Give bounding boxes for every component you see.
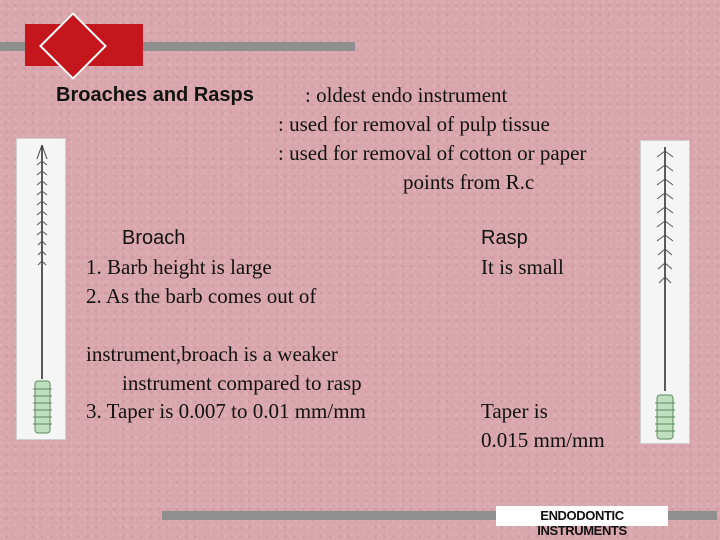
rasp-label: Rasp bbox=[481, 227, 528, 249]
slide-title: Broaches and Rasps bbox=[56, 84, 254, 106]
broach-point-2-cont-2: instrument compared to rasp bbox=[122, 371, 362, 395]
title-desc-1: : oldest endo instrument bbox=[305, 83, 508, 107]
rasp-point-3a: Taper is bbox=[481, 399, 548, 423]
broach-point-1: 1. Barb height is large bbox=[86, 255, 272, 279]
rasp-point-3b: 0.015 mm/mm bbox=[481, 428, 605, 452]
broach-point-3: 3. Taper is 0.007 to 0.01 mm/mm bbox=[86, 399, 366, 423]
rasp-image bbox=[640, 140, 690, 444]
header-diamond-icon bbox=[39, 12, 107, 80]
broach-label: Broach bbox=[122, 227, 186, 249]
title-desc-4: points from R.c bbox=[403, 170, 535, 194]
title-desc-2: : used for removal of pulp tissue bbox=[278, 112, 550, 136]
broach-image bbox=[16, 138, 66, 440]
title-desc-3: : used for removal of cotton or paper bbox=[278, 141, 587, 165]
rasp-point-1: It is small bbox=[481, 255, 564, 279]
footer-label: ENDODONTIC INSTRUMENTS bbox=[537, 508, 627, 538]
broach-point-2: 2. As the barb comes out of bbox=[86, 284, 317, 308]
broach-point-2-cont-1: instrument,broach is a weaker bbox=[86, 342, 338, 366]
